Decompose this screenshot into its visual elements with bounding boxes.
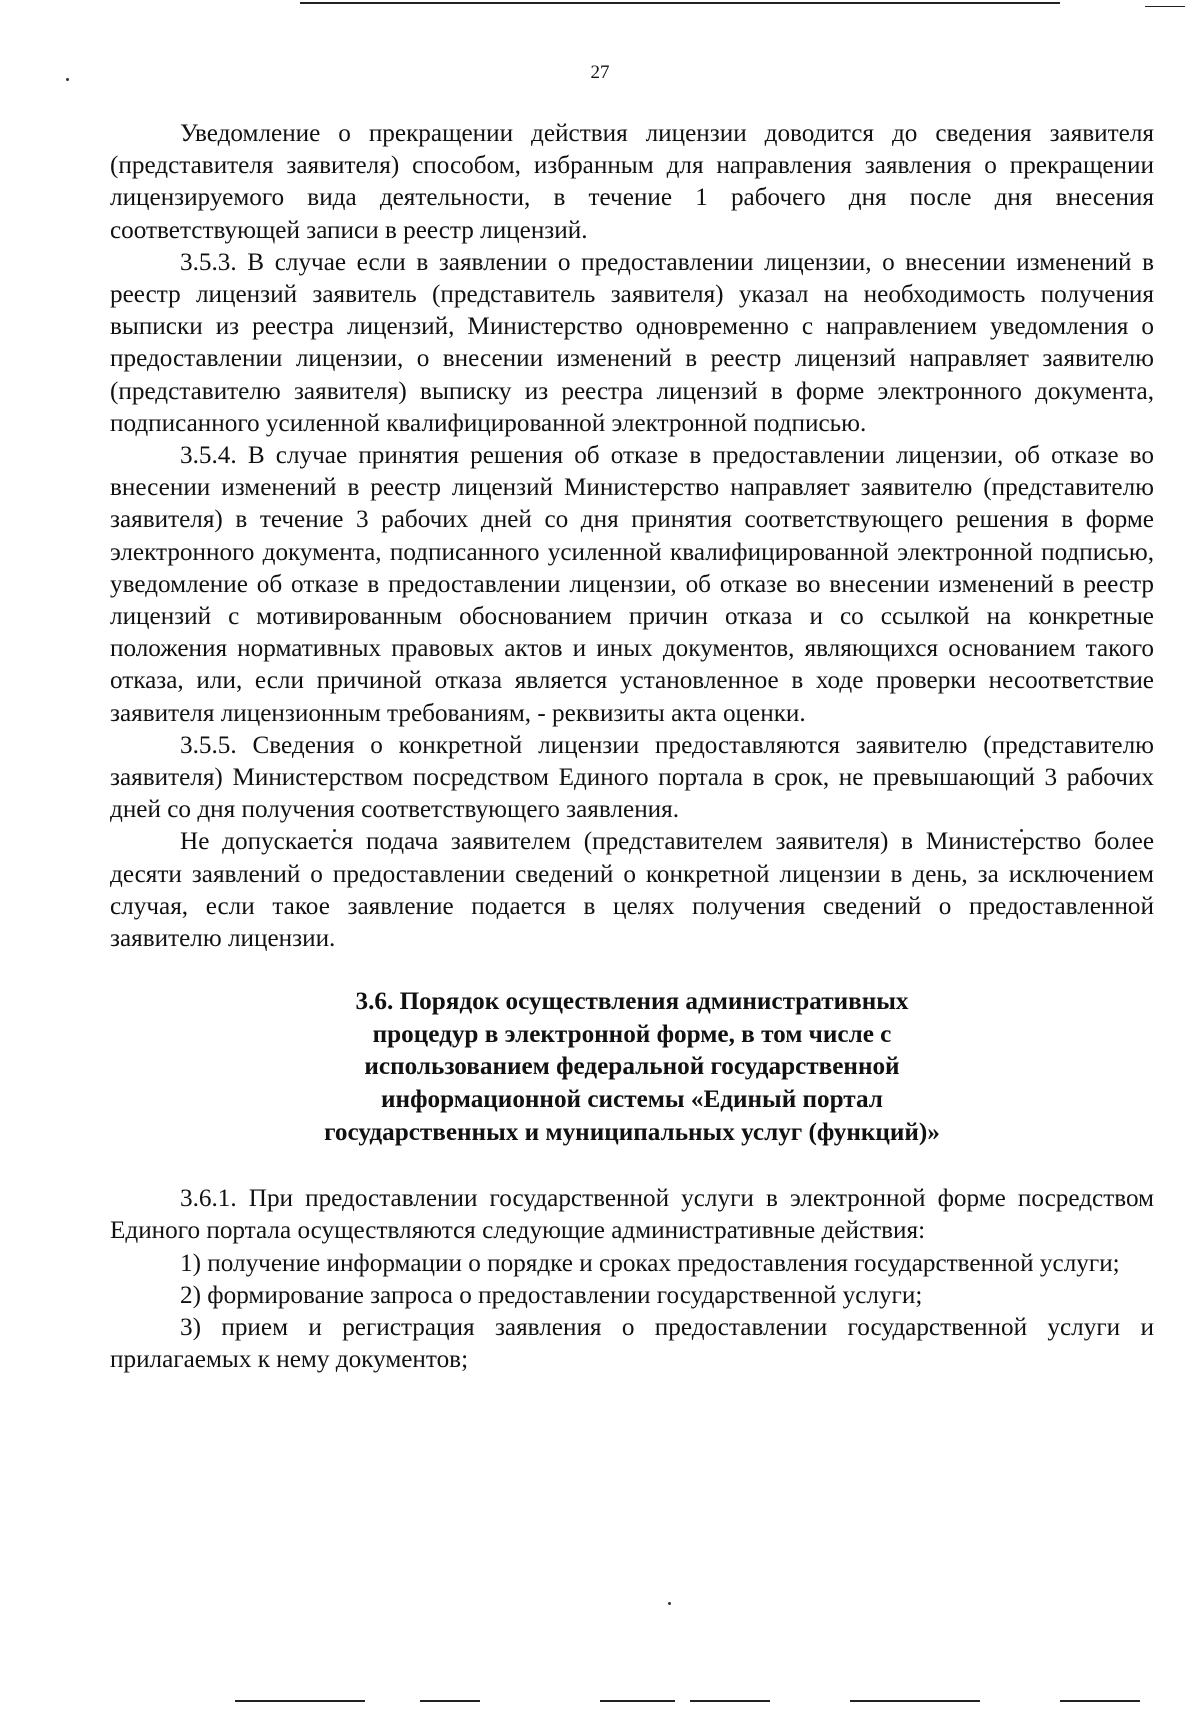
scan-speck	[668, 1602, 671, 1605]
scan-edge-line-bottom-2	[420, 1700, 480, 1702]
scan-edge-line-bottom-3	[600, 1700, 675, 1702]
section-heading-3-6: 3.6. Порядок осуществления административных процедур в электронной форме, в том числе с использованием федеральной государственной информационной системы «Единый портал государственных и муниципальных услуг (функций)»	[324, 988, 940, 1146]
list-item-3: 3) прием и регистрация заявления о предоставлении государственной услуги и прилагаемых к нему документов;	[110, 1314, 1154, 1374]
paragraph-3-5-5: 3.5.5. Сведения о конкретной лицензии предоставляются заявителю (представителю заявителя) Министерством посредством Единого портала в срок, не превышающий 3 рабочих дней со дня получения соответствующего заявления.	[110, 731, 1154, 824]
paragraph-termination-notice: Уведомление о прекращении действия лицензии доводится до сведения заявителя (представителя заявителя) способом, избранным для направления заявления о прекращении лицензируемого вида деятельности, в течение 1 рабочего дня после дня внесения соответствующей записи в реестр лицензий.	[110, 120, 1154, 244]
scan-edge-line-bottom-6	[1060, 1700, 1140, 1702]
scan-edge-line-bottom-1	[235, 1700, 365, 1702]
paragraph-application-limit: Не допускается подача заявителем (представителем заявителя) в Министерство более десяти заявлений о предоставлении сведений о конкретной лицензии в день, за исключением случая, если такое заявление подается в целях получения сведений о предоставленной заявителю лицензии.	[110, 828, 1154, 953]
paragraph-3-5-4: 3.5.4. В случае принятия решения об отказе в предоставлении лицензии, об отказе во внесении изменений в реестр лицензий Министерство направляет заявителю (представителю заявителя) в течение 3 рабочих дней со дня принятия соответствующего решения в форме электронного документа, подписанного усиленной квалифицированной электронной подписью, уведомление об отказе в предоставлении лицензии, об отказе во внесении изменений в реестр лицензий с мотивированным обоснованием причин отказа и со ссылкой на конкретные положения нормативных правовых актов и иных документов, являющихся основанием такого отказа, или, если причиной отказа является установленное в ходе проверки несоответствие заявителя лицензионным требованиям, - реквизиты акта оценки.	[110, 442, 1154, 727]
list-item-1: 1) получение информации о порядке и сроках предоставления государственной услуги;	[180, 1249, 1120, 1277]
list-item-2: 2) формирование запроса о предоставлении государственной услуги;	[180, 1281, 923, 1309]
page-number: 27	[590, 62, 610, 83]
scan-edge-line-top-right	[1145, 6, 1185, 7]
paragraph-3-5-3: 3.5.3. В случае если в заявлении о предоставлении лицензии, о внесении изменений в реестр лицензий заявитель (представитель заявителя) указал на необходимость получения выписки из реестра лицензий, Министерство одновременно с направлением уведомления о предоставлении лицензии, о внесении изменений в реестр лицензий направляет заявителю (представителю заявителя) выписку из реестра лицензий в форме электронного документа, подписанного усиленной квалифицированной электронной подписью.	[110, 248, 1154, 437]
scan-edge-line-top	[300, 2, 1060, 4]
scan-edge-line-bottom-4	[690, 1700, 770, 1702]
document-body	[110, 118, 1154, 1376]
scan-edge-line-bottom-5	[850, 1700, 980, 1702]
paragraph-3-6-1: 3.6.1. При предоставлении государственной услуги в электронной форме посредством Единого портала осуществляются следующие административные действия:	[110, 1185, 1154, 1245]
